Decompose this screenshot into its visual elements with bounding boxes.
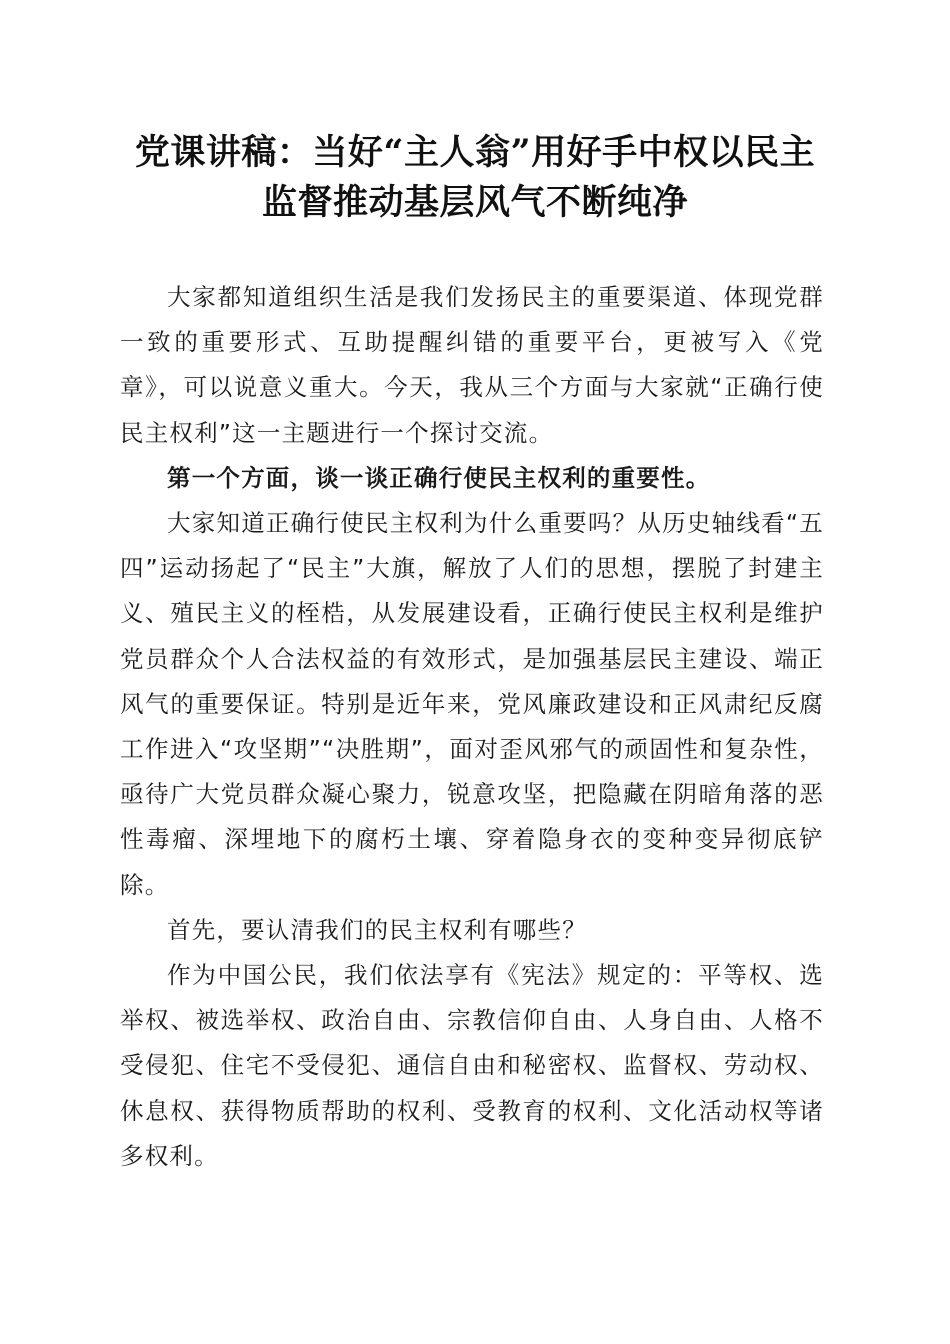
title-line-2: 监督推动基层风气不断纯净 <box>261 182 688 223</box>
body-paragraph: 作为中国公民，我们依法享有《宪法》规定的：平等权、选举权、被选举权、政治自由、宗教信仰自由、人身自由、人格不受侵犯、住宅不受侵犯、通信自由和秘密权、监督权、劳动权、休息权、获得物质帮助的权利、受教育的权利、文化活动权等诸多权利。 <box>120 961 824 1170</box>
sub-heading: 首先，要认清我们的民主权利有哪些？ <box>167 915 587 944</box>
document-title <box>100 128 850 228</box>
document-body <box>120 275 824 1179</box>
intro-paragraph: 大家都知道组织生活是我们发扬民主的重要渠道、体现党群一致的重要形式、互助提醒纠错的重要平台，更被写入《党章》，可以说意义重大。今天，我从三个方面与大家就“正确行使民主权利”这一主题进行一个探讨交流。 <box>120 283 824 447</box>
section-heading: 第一个方面，谈一谈正确行使民主权利的重要性。 <box>167 463 711 492</box>
title-line-1: 党课讲稿：当好“主人翁”用好手中权以民主 <box>134 132 816 173</box>
body-paragraph: 大家知道正确行使民主权利为什么重要吗？从历史轴线看“五四”运动扬起了“民主”大旗，解放了人们的思想，摆脱了封建主义、殖民主义的桎梏，从发展建设看，正确行使民主权利是维护党员群众个人合法权益的有效形式，是加强基层民主建设、端正风气的重要保证。特别是近年来，党风廉政建设和正风肃纪反腐工作进入“攻坚期”“决胜期”，面对歪风邪气的顽固性和复杂性，亟待广大党员群众凝心聚力，锐意攻坚，把隐藏在阴暗角落的恶性毒瘤、深埋地下的腐朽土壤、穿着隐身衣的变种变异彻底铲除。 <box>120 509 824 899</box>
